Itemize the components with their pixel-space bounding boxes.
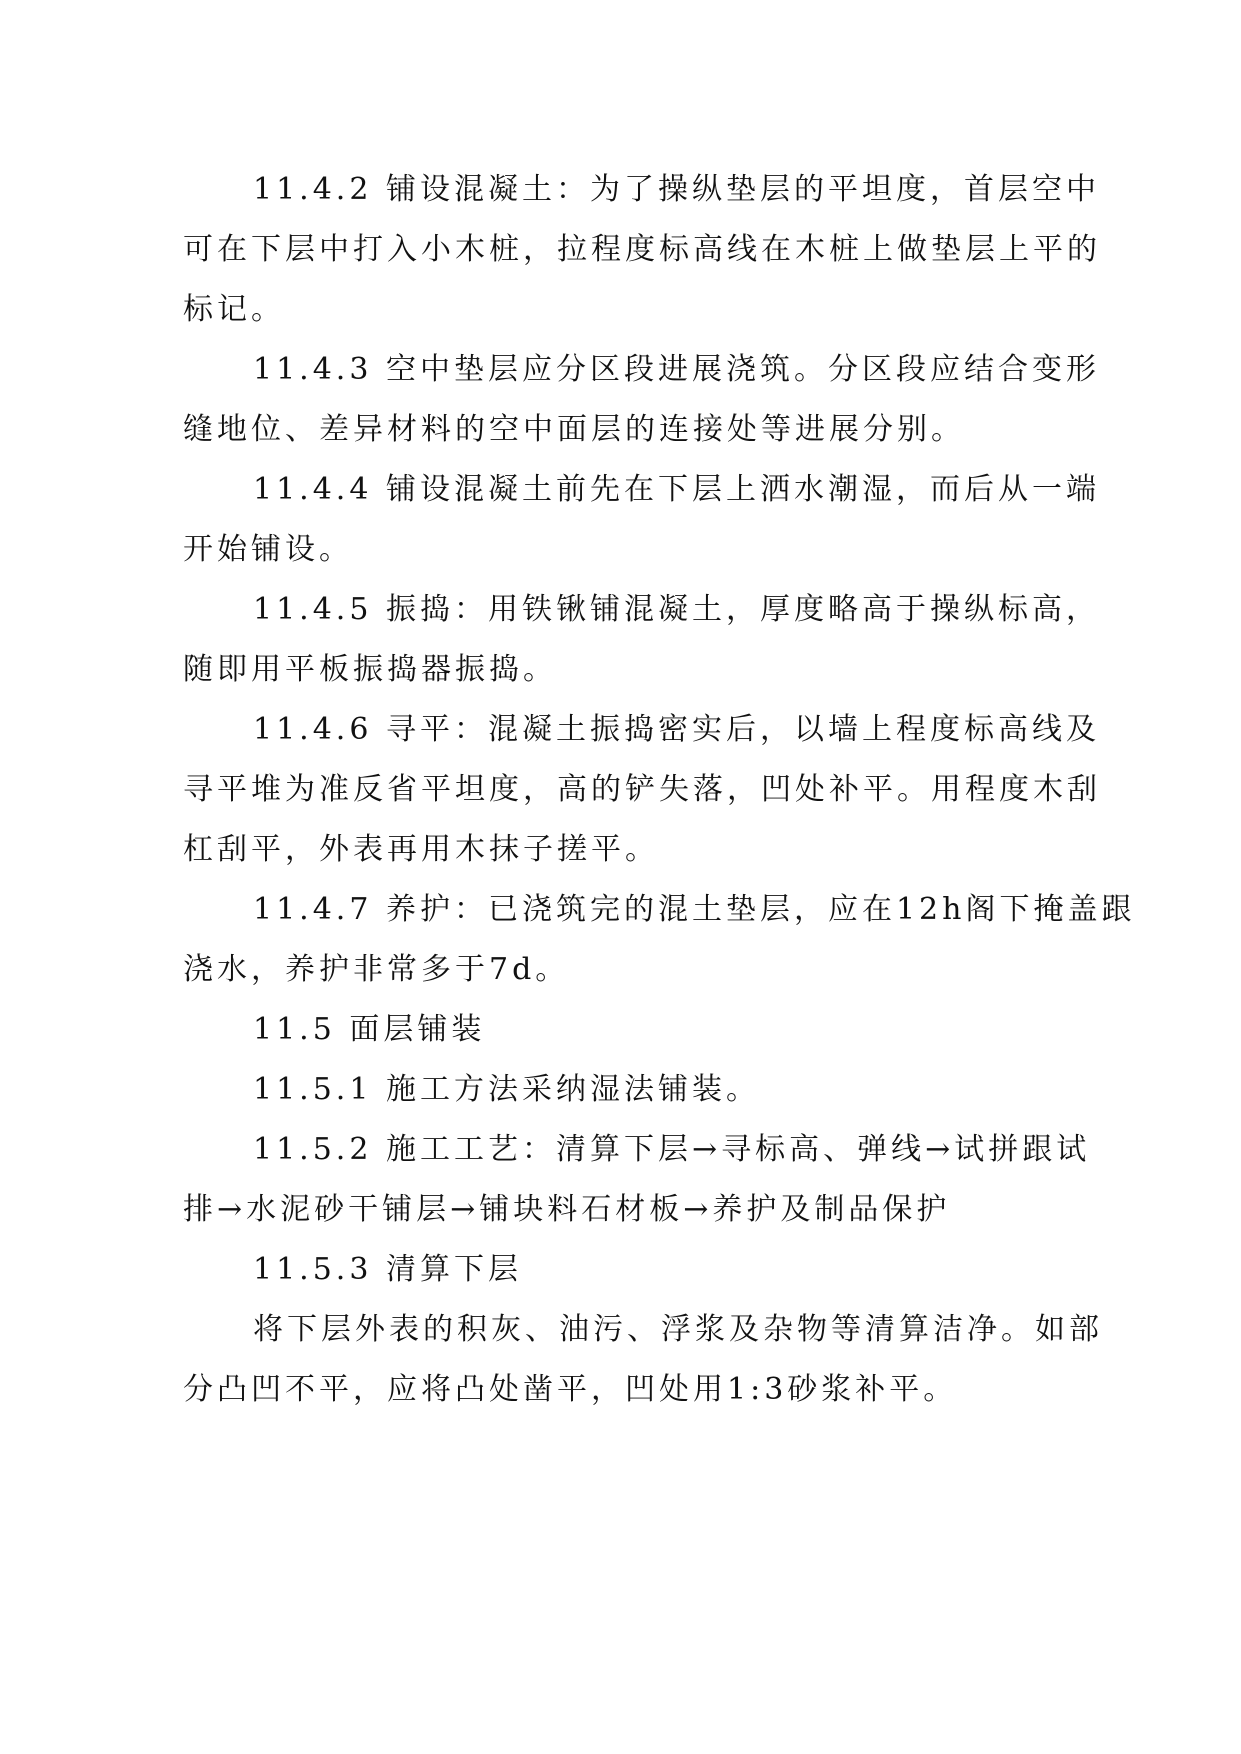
- paragraph-11-5-3-heading: [183, 1240, 1083, 1300]
- text-line: 杠刮平，外表再用木抹子搓平。: [183, 832, 659, 867]
- document-body: [183, 160, 1136, 1420]
- paragraph-11-4-5: [183, 580, 1100, 700]
- text-line: 浇水，养护非常多于7d。: [183, 952, 570, 987]
- paragraph-11-4-2: [183, 160, 1101, 340]
- text-line: 11.4.4 铺设混凝土前先在下层上洒水潮湿，而后从一端: [253, 472, 1100, 507]
- text-line: 11.4.3 空中垫层应分区段进展浇筑。分区段应结合变形: [253, 352, 1100, 387]
- text-line: 11.5 面层铺装: [253, 1012, 486, 1047]
- text-line: 11.5.1 施工方法采纳湿法铺装。: [253, 1072, 760, 1107]
- paragraph-11-4-4: [183, 460, 1100, 580]
- paragraph-11-5-2: [183, 1120, 1091, 1240]
- text-line: 随即用平板振捣器振捣。: [183, 652, 557, 687]
- paragraph-11-4-7: [183, 880, 1136, 1000]
- text-line: 可在下层中打入小木桩，拉程度标高线在木桩上做垫层上平的: [183, 232, 1101, 267]
- paragraph-11-5-3-body: [183, 1300, 1103, 1420]
- paragraph-11-4-3: [183, 340, 1100, 460]
- text-line: 将下层外表的积灰、油污、浮浆及杂物等清算洁净。如部: [253, 1312, 1103, 1347]
- text-line: 开始铺设。: [183, 532, 353, 567]
- text-line: 排→水泥砂干铺层→铺块料石材板→养护及制品保护: [183, 1192, 951, 1227]
- section-heading-11-5: [183, 1000, 1083, 1060]
- text-line: 寻平堆为准反省平坦度，高的铲失落，凹处补平。用程度木刮: [183, 772, 1101, 807]
- text-line: 11.5.2 施工工艺：清算下层→寻标高、弹线→试拼跟试: [253, 1132, 1091, 1167]
- text-line: 标记。: [183, 292, 285, 327]
- paragraph-11-5-1: [183, 1060, 1083, 1120]
- paragraph-11-4-6: [183, 700, 1101, 880]
- text-line: 11.4.7 养护：已浇筑完的混土垫层，应在12h阁下掩盖跟: [253, 892, 1136, 927]
- text-line: 11.4.5 振捣：用铁锹铺混凝土，厚度略高于操纵标高，: [253, 592, 1100, 627]
- text-line: 缝地位、差异材料的空中面层的连接处等进展分别。: [183, 412, 965, 447]
- text-line: 11.4.2 铺设混凝土：为了操纵垫层的平坦度，首层空中: [253, 172, 1100, 207]
- text-line: 11.4.6 寻平：混凝土振捣密实后，以墙上程度标高线及: [253, 712, 1100, 747]
- text-line: 分凸凹不平，应将凸处凿平，凹处用1:3砂浆补平。: [183, 1372, 958, 1407]
- text-line: 11.5.3 清算下层: [253, 1252, 522, 1287]
